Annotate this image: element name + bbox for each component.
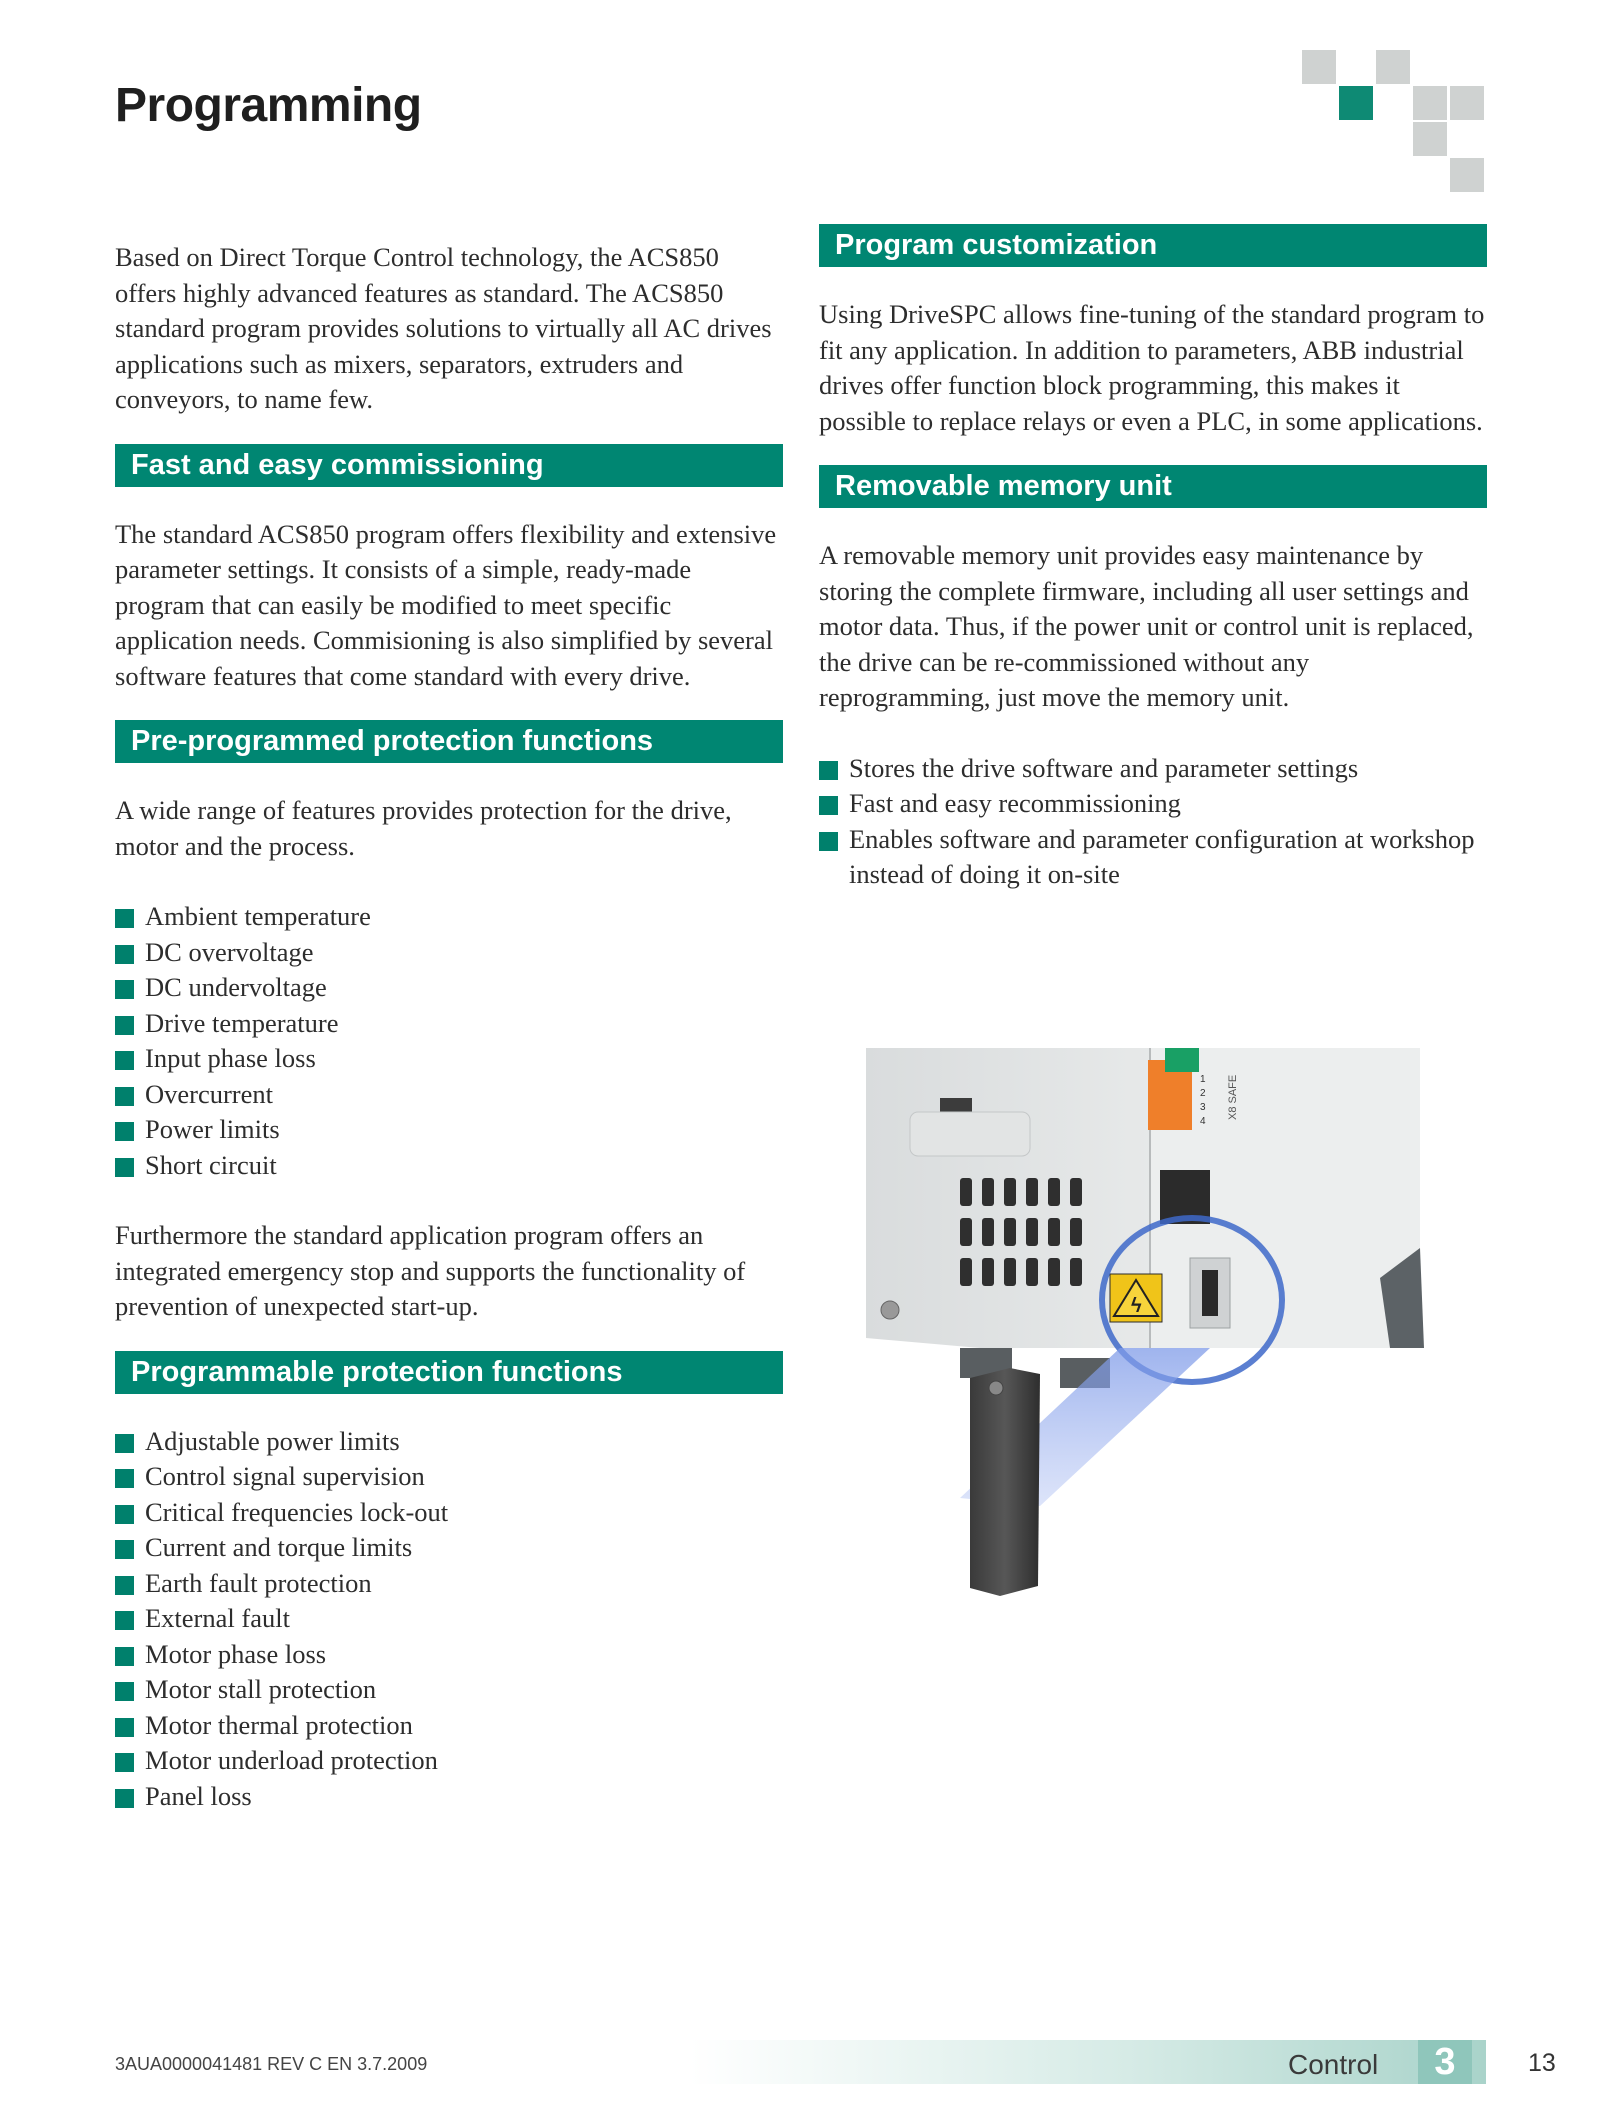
bullet-square-icon — [115, 1158, 134, 1177]
memory-unit — [970, 1368, 1040, 1596]
bullet-square-icon — [115, 1434, 134, 1453]
bullet-square-icon — [819, 832, 838, 851]
bullet-square-icon — [115, 1576, 134, 1595]
bullet-square-icon — [115, 1789, 134, 1808]
section-heading-customization: Program customization — [819, 224, 1487, 267]
list-item: Panel loss — [115, 1779, 783, 1815]
terminal-label: X8 SAFE — [1227, 1074, 1239, 1120]
deco-square — [1376, 50, 1410, 84]
section-heading-programmable: Programmable protection functions — [115, 1351, 783, 1394]
section-heading-preprogrammed: Pre-programmed protection functions — [115, 720, 783, 763]
preprogrammed-paragraph: A wide range of features provides protection for the drive, motor and the process. — [115, 795, 732, 861]
list-item: Short circuit — [115, 1148, 783, 1184]
bullet-square-icon — [115, 1647, 134, 1666]
deco-square — [1450, 158, 1484, 192]
svg-text:2: 2 — [1200, 1088, 1206, 1099]
deco-square — [1450, 86, 1484, 120]
bullet-square-icon — [115, 1682, 134, 1701]
svg-text:4: 4 — [1200, 1116, 1206, 1127]
list-item: Overcurrent — [115, 1077, 783, 1113]
bullet-square-icon — [115, 1016, 134, 1035]
list-item: Power limits — [115, 1112, 783, 1148]
svg-text:3: 3 — [1200, 1102, 1206, 1113]
page-title: Programming — [115, 79, 422, 132]
list-item: Motor underload protection — [115, 1743, 783, 1779]
customization-paragraph: Using DriveSPC allows fine-tuning of the standard program to fit any application. In addition to parameters, ABB industrial drives offer function block programming, this makes it possible to replace relays or even a PLC, in some applications. — [819, 299, 1485, 436]
list-item: Current and torque limits — [115, 1530, 783, 1566]
bullet-square-icon — [115, 1051, 134, 1070]
list-item: Enables software and parameter configuration at workshop instead of doing it on-site — [819, 822, 1487, 893]
list-item: Earth fault protection — [115, 1566, 783, 1602]
bullet-square-icon — [115, 1753, 134, 1772]
terminal-green — [1165, 1048, 1199, 1072]
list-item: Motor stall protection — [115, 1672, 783, 1708]
list-item: Control signal supervision — [115, 1459, 783, 1495]
bullet-square-icon — [115, 1087, 134, 1106]
bullet-square-icon — [819, 796, 838, 815]
bullet-square-icon — [115, 1718, 134, 1737]
bullet-square-icon — [115, 1505, 134, 1524]
bullet-square-icon — [115, 1540, 134, 1559]
list-item: Adjustable power limits — [115, 1424, 783, 1460]
deco-square-accent — [1339, 86, 1373, 120]
list-item: Motor phase loss — [115, 1637, 783, 1673]
section-heading-memory: Removable memory unit — [819, 465, 1487, 508]
page-number: 13 — [1528, 2049, 1556, 2077]
list-item: Motor thermal protection — [115, 1708, 783, 1744]
list-item: Fast and easy recommissioning — [819, 786, 1487, 822]
list-item: External fault — [115, 1601, 783, 1637]
footer-section-label: Control — [1288, 2049, 1379, 2080]
clip-tab — [910, 1112, 1030, 1156]
section-heading-commissioning: Fast and easy commissioning — [115, 444, 783, 487]
preprogrammed-list — [115, 899, 783, 1183]
bullet-square-icon — [115, 980, 134, 999]
bullet-square-icon — [115, 1122, 134, 1141]
list-item: DC undervoltage — [115, 970, 783, 1006]
bullet-square-icon — [115, 1469, 134, 1488]
document-code: 3AUA0000041481 REV C EN 3.7.2009 — [115, 2054, 428, 2074]
right-column — [819, 224, 1487, 893]
list-item: DC overvoltage — [115, 935, 783, 971]
left-column — [115, 240, 783, 1814]
grounding-screw — [881, 1301, 899, 1319]
memory-paragraph: A removable memory unit provides easy maintenance by storing the complete firmware, including all user settings and motor data. Thus, if the power unit or control unit is replaced, the drive can be re-commissioned without any reprogramming, just move the memory unit. — [819, 540, 1474, 712]
emergency-stop-paragraph: Furthermore the standard application program offers an integrated emergency stop and supports the functionality of prevention of unexpected start-up. — [115, 1220, 746, 1321]
programmable-list — [115, 1424, 783, 1815]
deco-square — [1413, 86, 1447, 120]
memory-unit-photo — [820, 1048, 1440, 1648]
commissioning-paragraph: The standard ACS850 program offers flexibility and extensive parameter settings. It consists of a simple, ready-made program that can easily be modified to meet specific application needs. Commisioning is also simplified by several software features that come standard with every drive. — [115, 518, 777, 691]
list-item: Drive temperature — [115, 1006, 783, 1042]
memory-list — [819, 751, 1487, 893]
deco-square — [1413, 122, 1447, 156]
lightning-icon: ϟ — [1131, 1295, 1142, 1317]
bullet-square-icon — [115, 909, 134, 928]
list-item: Stores the drive software and parameter settings — [819, 751, 1487, 787]
deco-square — [1302, 50, 1336, 84]
intro-paragraph: Based on Direct Torque Control technology, the ACS850 offers highly advanced features as standard. The ACS850 standard program provides solutions to virtually all AC drives applications such as mixers, separators, extruders and conveyors, to name few. — [115, 242, 772, 414]
list-item: Input phase loss — [115, 1041, 783, 1077]
list-item: Critical frequencies lock-out — [115, 1495, 783, 1531]
bullet-square-icon — [115, 945, 134, 964]
chapter-number: 3 — [1418, 2040, 1472, 2084]
svg-text:1: 1 — [1200, 1074, 1206, 1085]
bullet-square-icon — [115, 1611, 134, 1630]
list-item: Ambient temperature — [115, 899, 783, 935]
bullet-square-icon — [819, 761, 838, 780]
